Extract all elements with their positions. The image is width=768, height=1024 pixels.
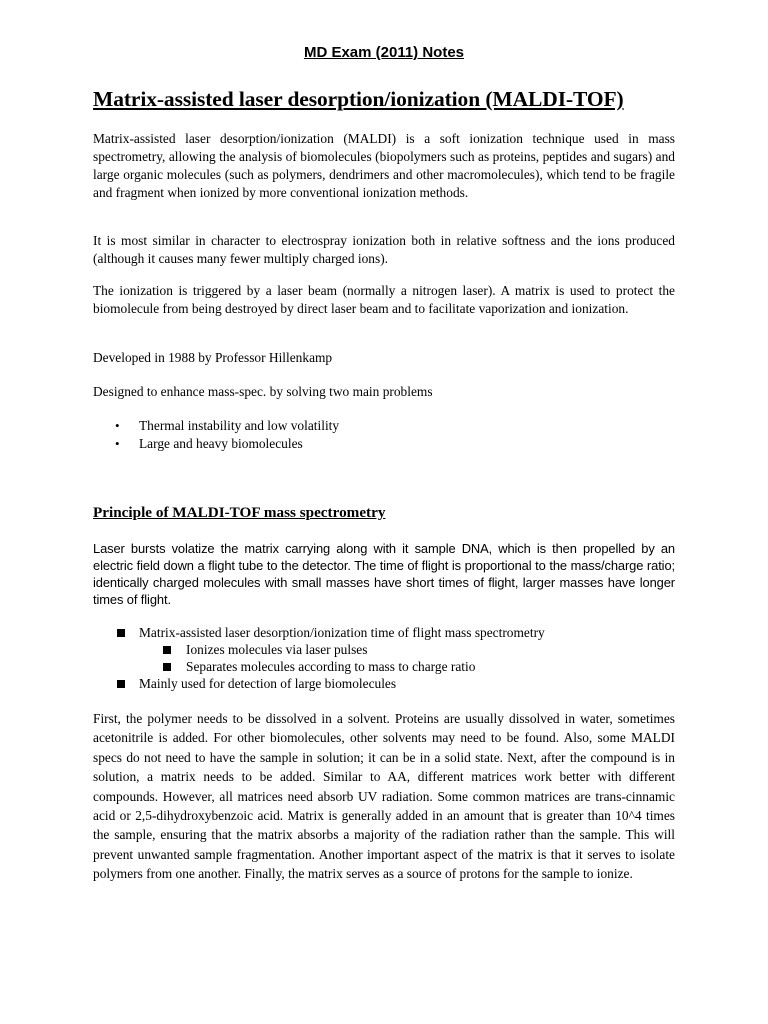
square-bullet-icon xyxy=(163,646,171,654)
list-item-text: Mainly used for detection of large biomolecules xyxy=(139,676,397,691)
list-item-text: Ionizes molecules via laser pulses xyxy=(186,642,368,657)
principle-paragraph: Laser bursts volatize the matrix carrying along with it sample DNA, which is then propelled by an electric field down a flight tube to the detector. The time of flight is proportional to the mass/charge ratio; identically charged molecules with small masses have short times of flight, larger masses have longer times of flight. xyxy=(93,541,675,607)
bullet-icon: • xyxy=(115,436,120,451)
problems-list xyxy=(93,417,339,453)
list-item xyxy=(93,417,339,435)
designed-paragraph: Designed to enhance mass-spec. by solving two main problems xyxy=(93,384,433,399)
list-item xyxy=(93,624,545,641)
list-item-text: Large and heavy biomolecules xyxy=(139,436,303,451)
list-item xyxy=(93,435,339,453)
similarity-paragraph: It is most similar in character to electrospray ionization both in relative softness and the ions produced (although it causes many fewer multiply charged ions). xyxy=(93,233,675,266)
intro-paragraph: Matrix-assisted laser desorption/ionization (MALDI) is a soft ionization technique used in mass spectrometry, allowing the analysis of biomolecules (biopolymers such as proteins, peptides and sugars) and large organic molecules (such as polymers, dendrimers and other macromolecules), which tend to be fragile and fragment when ionized by more conventional ionization methods. xyxy=(93,131,675,200)
square-bullet-icon xyxy=(117,629,125,637)
list-item xyxy=(93,658,545,675)
page-title: Matrix-assisted laser desorption/ionization (MALDI-TOF) xyxy=(93,87,624,111)
list-item-text: Thermal instability and low volatility xyxy=(139,418,340,433)
bullet-icon: • xyxy=(115,418,120,433)
page-header: MD Exam (2011) Notes xyxy=(303,44,465,61)
square-bullet-icon xyxy=(163,663,171,671)
square-bullet-icon xyxy=(117,680,125,688)
list-item-text: Separates molecules according to mass to charge ratio xyxy=(186,659,476,674)
list-item-text: Matrix-assisted laser desorption/ionization time of flight mass spectrometry xyxy=(139,625,545,640)
ionization-paragraph: The ionization is triggered by a laser beam (normally a nitrogen laser). A matrix is used to protect the biomolecule from being destroyed by direct laser beam and to facilitate vaporization and ionization. xyxy=(93,283,675,316)
principle-list xyxy=(93,624,545,692)
developed-paragraph: Developed in 1988 by Professor Hillenkamp xyxy=(93,350,333,365)
list-item xyxy=(93,675,545,692)
section-title: Principle of MALDI-TOF mass spectrometry xyxy=(93,504,386,521)
procedure-paragraph: First, the polymer needs to be dissolved in a solvent. Proteins are usually dissolved in water, sometimes acetonitrile is added. For other biomolecules, other solvents may need to be found. Also, some MALDI specs do not need to have the sample in solution; it can be in a solid state. Next, after the compound is in solution, a matrix needs to be added. Similar to AA, different matrices work better with different compounds. However, all matrices need absorb UV radiation. Some common matrices are trans-cinnamic acid or 2,5-dihydroxybenzoic acid. Matrix is generally added in an amount that is greater than 10^4 times the sample, ensuring that the matrix absorbs a majority of the radiation rather than the sample. This will prevent unwanted sample fragmentation. Another important aspect of the matrix is that it serves to isolate polymers from one another. Finally, the matrix serves as a source of protons for the sample to ionize. xyxy=(93,711,675,882)
list-item xyxy=(93,641,545,658)
